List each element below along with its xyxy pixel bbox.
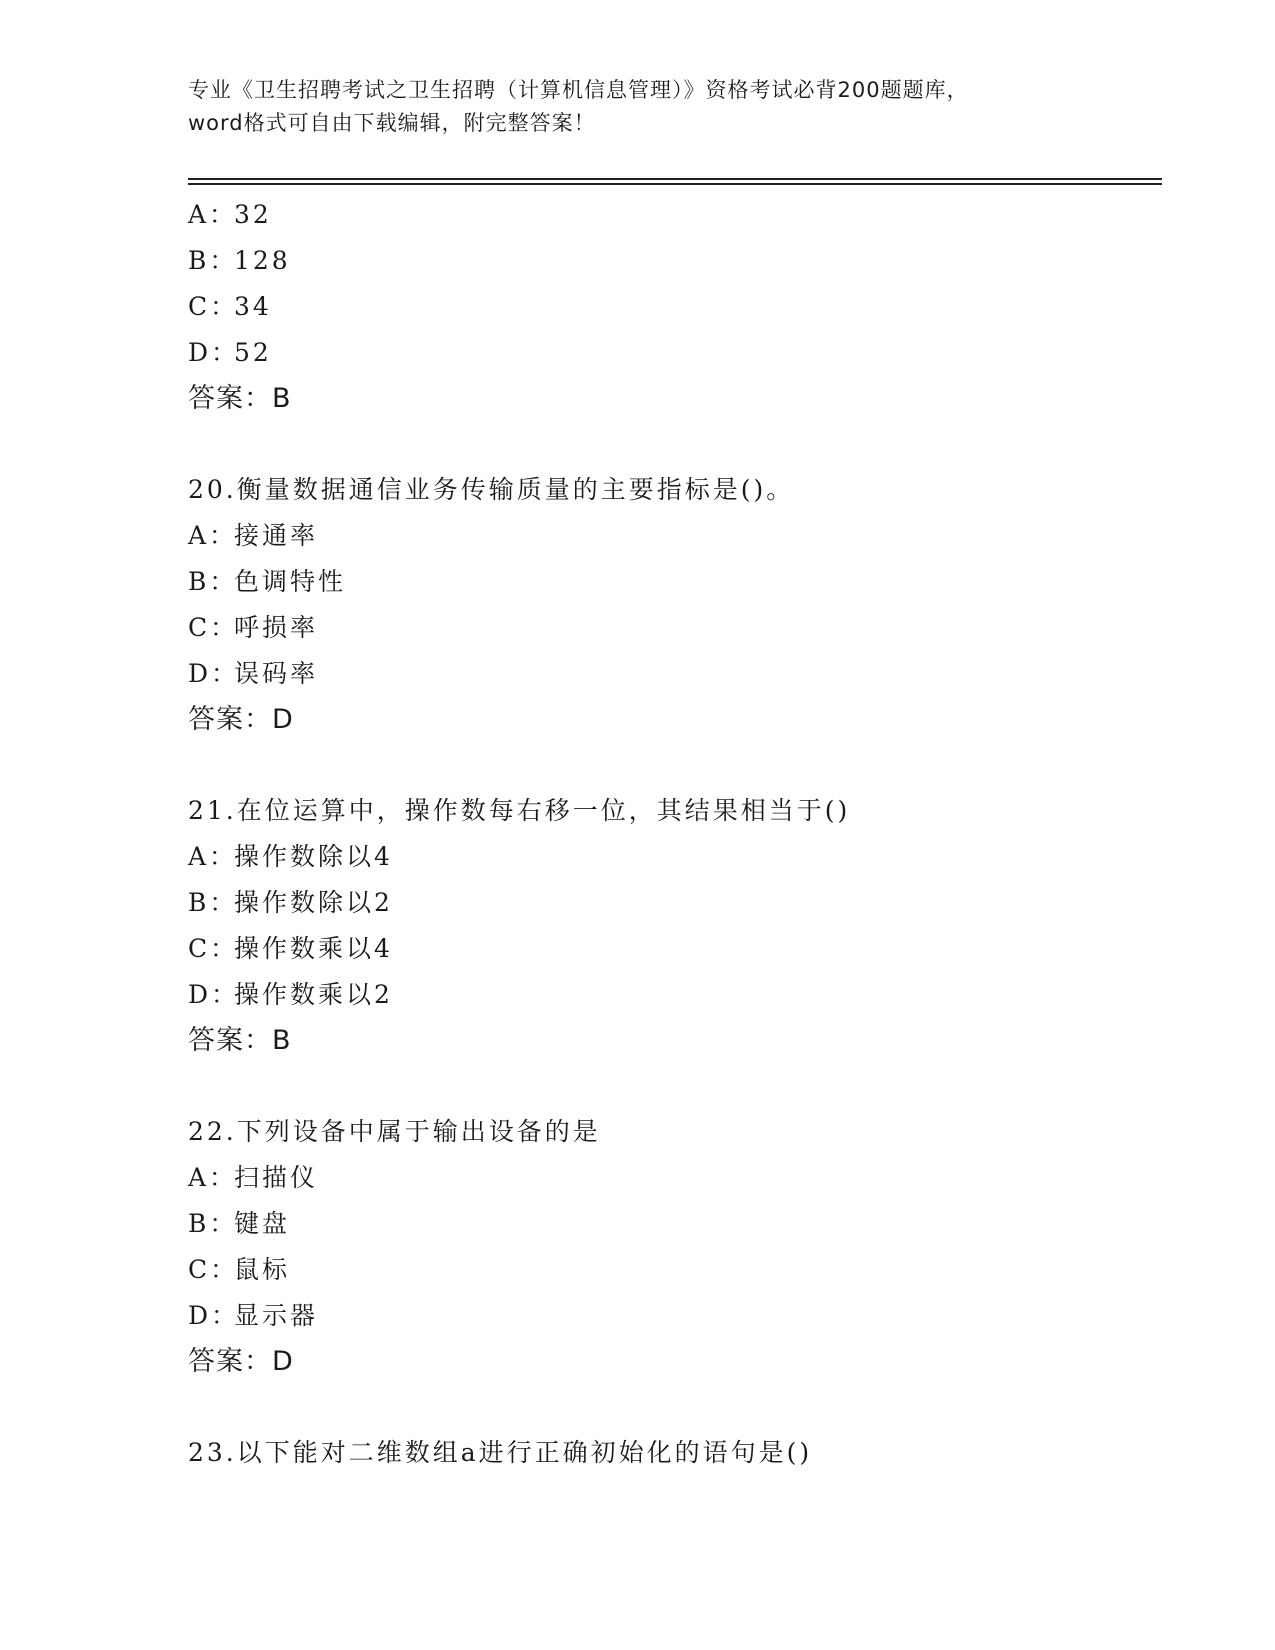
option-c <box>188 1247 1162 1293</box>
option-key: D： <box>188 338 240 367</box>
spacer <box>188 1385 1162 1430</box>
header-divider-top <box>188 178 1162 180</box>
option-key: C： <box>188 1255 239 1284</box>
option-key: C： <box>188 613 239 642</box>
header-divider-bottom <box>188 183 1162 185</box>
option-key: A： <box>188 521 238 550</box>
question-text: 22.下列设备中属于输出设备的是 <box>188 1117 601 1146</box>
option-text: 操作数除以4 <box>234 842 393 871</box>
option-key: D： <box>188 980 240 1009</box>
option-key: A： <box>188 1163 238 1192</box>
option-b <box>188 880 1162 926</box>
option-text: 鼠标 <box>234 1255 291 1284</box>
option-key: D： <box>188 659 240 688</box>
question-text: 20.衡量数据通信业务传输质量的主要指标是()。 <box>188 475 795 504</box>
option-text: 扫描仪 <box>234 1163 319 1192</box>
option-text: 操作数乘以4 <box>234 934 393 963</box>
spacer <box>188 743 1162 788</box>
option-b <box>188 1201 1162 1247</box>
option-text: 操作数乘以2 <box>234 980 393 1009</box>
question-block <box>188 788 1162 1064</box>
option-b <box>188 238 1162 284</box>
option-key: B： <box>188 567 238 596</box>
question-text: 21.在位运算中，操作数每右移一位，其结果相当于() <box>188 796 851 825</box>
question-block <box>188 192 1162 422</box>
option-key: B： <box>188 888 238 917</box>
answer-line: 答案：B <box>188 383 292 414</box>
answer-line: 答案：D <box>188 704 294 735</box>
option-text: 接通率 <box>234 521 319 550</box>
header-line-1: 专业《卫生招聘考试之卫生招聘（计算机信息管理）》资格考试必背200题题库， <box>188 78 969 102</box>
spacer <box>188 1064 1162 1109</box>
option-key: B： <box>188 1209 238 1238</box>
question-block <box>188 467 1162 743</box>
spacer <box>188 422 1162 467</box>
option-c <box>188 284 1162 330</box>
option-text: 显示器 <box>234 1301 319 1330</box>
option-c <box>188 926 1162 972</box>
option-a <box>188 513 1162 559</box>
option-d <box>188 1293 1162 1339</box>
option-text: 键盘 <box>234 1209 291 1238</box>
option-text: 误码率 <box>234 659 319 688</box>
answer-line: 答案：D <box>188 1346 294 1377</box>
answer-line: 答案：B <box>188 1025 292 1056</box>
header-line-2: word格式可自由下载编辑，附完整答案！ <box>188 111 596 135</box>
option-a <box>188 192 1162 238</box>
option-text: 操作数除以2 <box>234 888 393 917</box>
option-key: C： <box>188 934 239 963</box>
option-text: 32 <box>234 200 272 229</box>
option-text: 呼损率 <box>234 613 319 642</box>
option-text: 34 <box>234 292 272 321</box>
question-list <box>188 192 1162 1476</box>
option-a <box>188 834 1162 880</box>
option-key: C： <box>188 292 239 321</box>
option-a <box>188 1155 1162 1201</box>
option-d <box>188 972 1162 1018</box>
option-text: 52 <box>234 338 272 367</box>
option-d <box>188 651 1162 697</box>
question-block <box>188 1430 1162 1476</box>
option-key: B： <box>188 246 238 275</box>
option-b <box>188 559 1162 605</box>
option-key: A： <box>188 200 238 229</box>
option-key: D： <box>188 1301 240 1330</box>
option-c <box>188 605 1162 651</box>
option-key: A： <box>188 842 238 871</box>
question-text: 23.以下能对二维数组a进行正确初始化的语句是() <box>188 1438 813 1467</box>
option-text: 色调特性 <box>234 567 347 596</box>
question-block <box>188 1109 1162 1385</box>
option-d <box>188 330 1162 376</box>
document-header <box>188 74 1088 140</box>
option-text: 128 <box>234 246 291 275</box>
